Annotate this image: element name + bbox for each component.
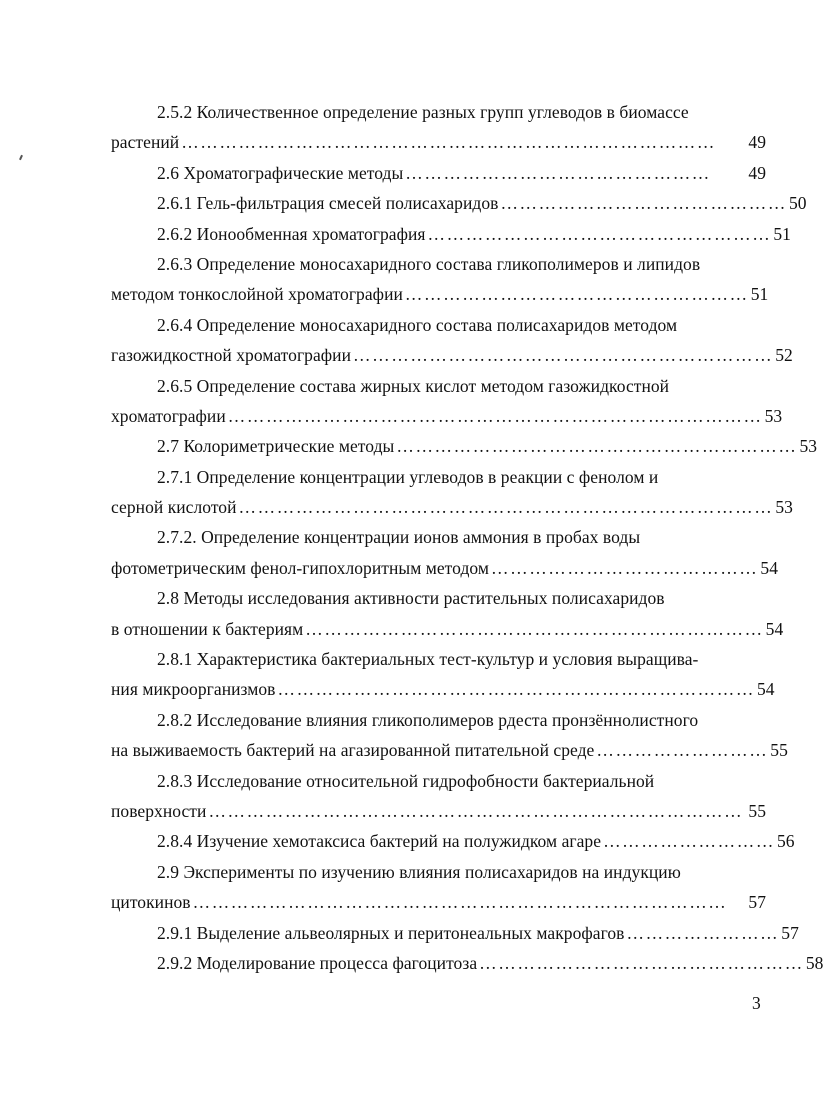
toc-entry [111, 796, 766, 826]
toc-leader-dots: ……………………… [596, 740, 769, 761]
toc-entry [111, 279, 769, 309]
toc-entry-text: 2.6 Хроматографические методы [157, 162, 404, 183]
toc-entry [111, 340, 793, 370]
toc-leader-dots: ………………………………………………………… [353, 345, 774, 366]
toc-entry-text: 2.6.3 Определение моносахаридного состава гликополимеров и липидов [157, 253, 701, 274]
toc-leader-dots: ………………………………………………………………………… [181, 132, 717, 153]
toc-entry-heading [111, 705, 766, 735]
toc-page-number: 55 [770, 740, 788, 761]
toc-page-number: 52 [775, 345, 793, 366]
toc-page-number: 51 [773, 223, 791, 244]
toc-entry-text: 2.8.4 Изучение хемотаксиса бактерий на полужидком агаре [157, 831, 602, 852]
toc-entry [111, 887, 766, 917]
toc-entry-heading [111, 310, 766, 340]
toc-entry-heading [111, 766, 766, 796]
toc-entry-heading [111, 97, 766, 127]
toc-entry-text: растений [111, 132, 180, 153]
toc-page-number: 54 [765, 618, 784, 639]
toc-entry [111, 401, 783, 431]
toc-leader-dots: ……………………………………… [500, 193, 787, 214]
page-number: 3 [752, 993, 761, 1013]
toc-leader-dots: ……………………………………………… [404, 284, 749, 305]
toc-entry-text: 2.9.2 Моделирование процесса фагоцитоза [157, 952, 478, 973]
toc-entry-heading [111, 462, 766, 492]
toc-entry-text: на выживаемость бактерий на агазированной питательной среде [111, 740, 595, 761]
toc-page-number: 49 [748, 132, 766, 153]
toc-entry-text: 2.8.2 Исследование влияния гликополимеров рдеста пронзённолистного [157, 709, 699, 730]
toc-page-number: 54 [760, 557, 779, 578]
toc-entry-text: в отношении к бактериям [111, 618, 304, 639]
toc-page-number: 49 [748, 162, 766, 183]
toc-entry-text: 2.8 Методы исследования активности растительных полисахаридов [157, 588, 665, 609]
toc-entry-text: поверхности [111, 800, 207, 821]
toc-leader-dots: ……………………………………………………… [396, 436, 798, 457]
toc-page-number: 51 [750, 284, 769, 305]
toc-entry-heading [111, 249, 766, 279]
toc-entry-heading [111, 522, 766, 552]
toc-entry [111, 158, 766, 188]
table-of-contents [111, 97, 823, 978]
toc-leader-dots: ………………………………………………………………………… [192, 892, 728, 913]
toc-entry [111, 492, 793, 522]
toc-entry [111, 948, 823, 978]
toc-entry-text: 2.7.1 Определение концентрации углеводов в реакции с фенолом и [157, 466, 659, 487]
toc-entry-text: ния микроорганизмов [111, 679, 276, 700]
toc-leader-dots: ………………………………………… [405, 162, 711, 183]
toc-leader-dots: …………………………………………… [479, 952, 804, 973]
toc-page-number: 53 [799, 436, 818, 457]
toc-entry [111, 826, 795, 856]
toc-entry-text: 2.6.1 Гель-фильтрация смесей полисахаридов [157, 193, 499, 214]
toc-entry [111, 735, 788, 765]
toc-entry [111, 614, 784, 644]
toc-entry-text: 2.9.1 Выделение альвеолярных и перитонеальных макрофагов [157, 922, 625, 943]
toc-entry [111, 553, 779, 583]
toc-entry [111, 188, 807, 218]
toc-leader-dots: ……………………… [603, 831, 775, 852]
toc-entry-heading [111, 644, 766, 674]
toc-entry-text: хроматографии [111, 405, 226, 426]
toc-entry [111, 219, 791, 249]
toc-leader-dots: ……………………………………………… [427, 223, 772, 244]
toc-entry-text: 2.8.3 Исследование относительной гидрофобности бактериальной [157, 770, 655, 791]
scan-artifact-mark [19, 155, 23, 160]
toc-entry-text: методом тонкослойной хроматографии [111, 284, 403, 305]
toc-page-number: 54 [756, 679, 775, 700]
toc-entry-text: фотометрическим фенол-гипохлоритным методом [111, 557, 489, 578]
toc-leader-dots: …………………… [626, 922, 780, 943]
toc-entry-text: серной кислотой [111, 497, 237, 518]
toc-entry-text: цитокинов [111, 892, 191, 913]
toc-page-number: 55 [748, 800, 766, 821]
toc-leader-dots: ………………………………………………………………… [277, 679, 755, 700]
toc-entry-text: 2.6.2 Ионообменная хроматография [157, 223, 426, 244]
toc-page-number: 57 [781, 922, 799, 943]
toc-leader-dots: ………………………………………………………………………… [227, 405, 763, 426]
toc-page-number: 57 [748, 892, 766, 913]
toc-entry-text: 2.7 Колориметрические методы [157, 436, 395, 457]
toc-entry [111, 674, 775, 704]
toc-leader-dots: ………………………………………………………………………… [238, 497, 774, 518]
toc-page-number: 53 [764, 405, 783, 426]
toc-page-number: 58 [805, 952, 823, 973]
toc-leader-dots: …………………………………… [491, 557, 759, 578]
toc-page-number: 50 [788, 193, 807, 214]
toc-leader-dots: ………………………………………………………………………… [208, 800, 744, 821]
toc-entry-text: 2.6.5 Определение состава жирных кислот методом газожидкостной [157, 375, 670, 396]
toc-entry-text: газожидкостной хроматографии [111, 345, 352, 366]
toc-entry [111, 431, 818, 461]
toc-entry [111, 127, 766, 157]
toc-entry-text: 2.7.2. Определение концентрации ионов аммония в пробах воды [157, 527, 641, 548]
toc-entry-heading [111, 583, 766, 613]
toc-page-number: 56 [776, 831, 795, 852]
toc-entry-heading [111, 857, 766, 887]
toc-leader-dots: ……………………………………………………………… [305, 618, 764, 639]
toc-entry-text: 2.6.4 Определение моносахаридного состава полисахаридов методом [157, 314, 678, 335]
toc-entry-text: 2.5.2 Количественное определение разных групп углеводов в биомассе [157, 102, 689, 122]
toc-entry [111, 918, 799, 948]
toc-entry-heading [111, 371, 766, 401]
toc-entry-text: 2.8.1 Характеристика бактериальных тест-культур и условия выращива- [157, 649, 699, 670]
toc-entry-text: 2.9 Эксперименты по изучению влияния полисахаридов на индукцию [157, 861, 681, 882]
toc-page-number: 53 [775, 497, 793, 518]
